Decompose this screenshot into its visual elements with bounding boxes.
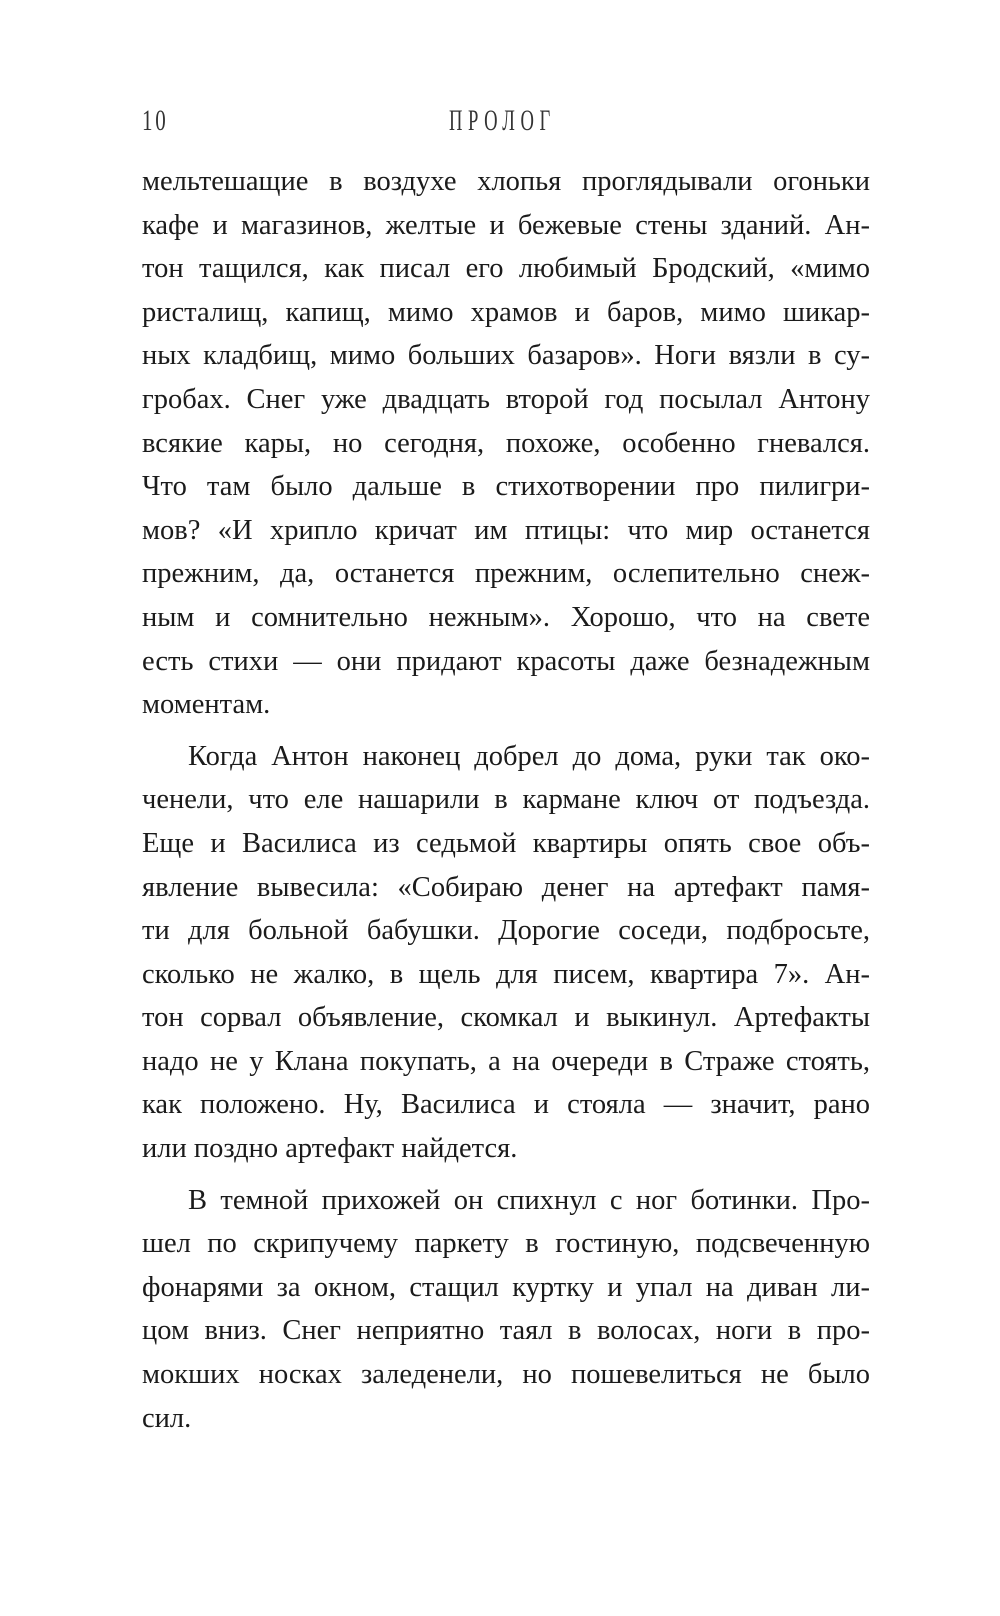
text-line: гробах. Снег уже двадцать второй год посылал Антону bbox=[142, 383, 870, 415]
text-line: или поздно артефакт найдется. bbox=[142, 1133, 518, 1165]
text-line: есть стихи — они придают красоты даже безнадежным bbox=[142, 645, 870, 677]
text-line: как положено. Ну, Василиса и стояла — значит, рано bbox=[142, 1089, 870, 1121]
text-line: тон тащился, как писал его любимый Бродский, «мимо bbox=[142, 253, 870, 285]
text-line: цом вниз. Снег неприятно таял в волосах, ноги в про- bbox=[142, 1315, 870, 1347]
text-line: ченели, что еле нашарили в кармане ключ от подъезда. bbox=[142, 784, 870, 816]
page-number: 10 bbox=[142, 104, 169, 137]
running-head bbox=[0, 104, 1000, 144]
text-line: фонарями за окном, стащил куртку и упал на диван ли- bbox=[142, 1271, 870, 1303]
paragraph-2 bbox=[142, 735, 870, 1171]
text-line: Что там было дальше в стихотворении про пилигри- bbox=[142, 471, 870, 503]
text-line: моментам. bbox=[142, 689, 271, 721]
text-line: ных кладбищ, мимо больших базаров». Ноги вязли в су- bbox=[142, 340, 870, 372]
text-line: мокших носках заледенели, но пошевелиться не было bbox=[142, 1359, 870, 1391]
text-line: ти для больной бабушки. Дорогие соседи, подбросьте, bbox=[142, 915, 870, 947]
text-line: шел по скрипучему паркету в гостиную, подсвеченную bbox=[142, 1228, 870, 1260]
text-line: Еще и Василиса из седьмой квартиры опять свое объ- bbox=[142, 827, 870, 859]
text-line: всякие кары, но сегодня, похоже, особенно гневался. bbox=[142, 427, 870, 459]
text-line: ным и сомнительно нежным». Хорошо, что на свете bbox=[142, 601, 870, 633]
text-line: тон сорвал объявление, скомкал и выкинул. Артефакты bbox=[142, 1002, 870, 1034]
body-text bbox=[142, 160, 870, 1440]
text-line: В темной прихожей он спихнул с ног ботинки. Про- bbox=[188, 1184, 870, 1216]
paragraph-3 bbox=[142, 1179, 870, 1441]
text-line: явление вывесила: «Собираю денег на артефакт памя- bbox=[142, 871, 870, 903]
paragraph-gap bbox=[142, 1171, 870, 1179]
text-line: сколько не жалко, в щель для писем, квартира 7». Ан- bbox=[142, 958, 870, 990]
text-line: мельтешащие в воздухе хлопья проглядывали огоньки bbox=[142, 166, 870, 197]
text-line: ристалищ, капищ, мимо храмов и баров, мимо шикар- bbox=[142, 296, 870, 328]
text-line: мов? «И хрипло кричат им птицы: что мир останется bbox=[142, 514, 870, 546]
paragraph-1 bbox=[142, 160, 870, 727]
text-line: Когда Антон наконец добрел до дома, руки так око- bbox=[188, 740, 870, 772]
section-title: ПРОЛОГ bbox=[449, 104, 556, 137]
paragraph-gap bbox=[142, 727, 870, 735]
text-line: сил. bbox=[142, 1402, 192, 1434]
text-line: надо не у Клана покупать, а на очереди в Страже стоять, bbox=[142, 1045, 870, 1077]
text-line: прежним, да, останется прежним, ослепительно снеж- bbox=[142, 558, 870, 590]
text-line: кафе и магазинов, желтые и бежевые стены зданий. Ан- bbox=[142, 209, 870, 241]
